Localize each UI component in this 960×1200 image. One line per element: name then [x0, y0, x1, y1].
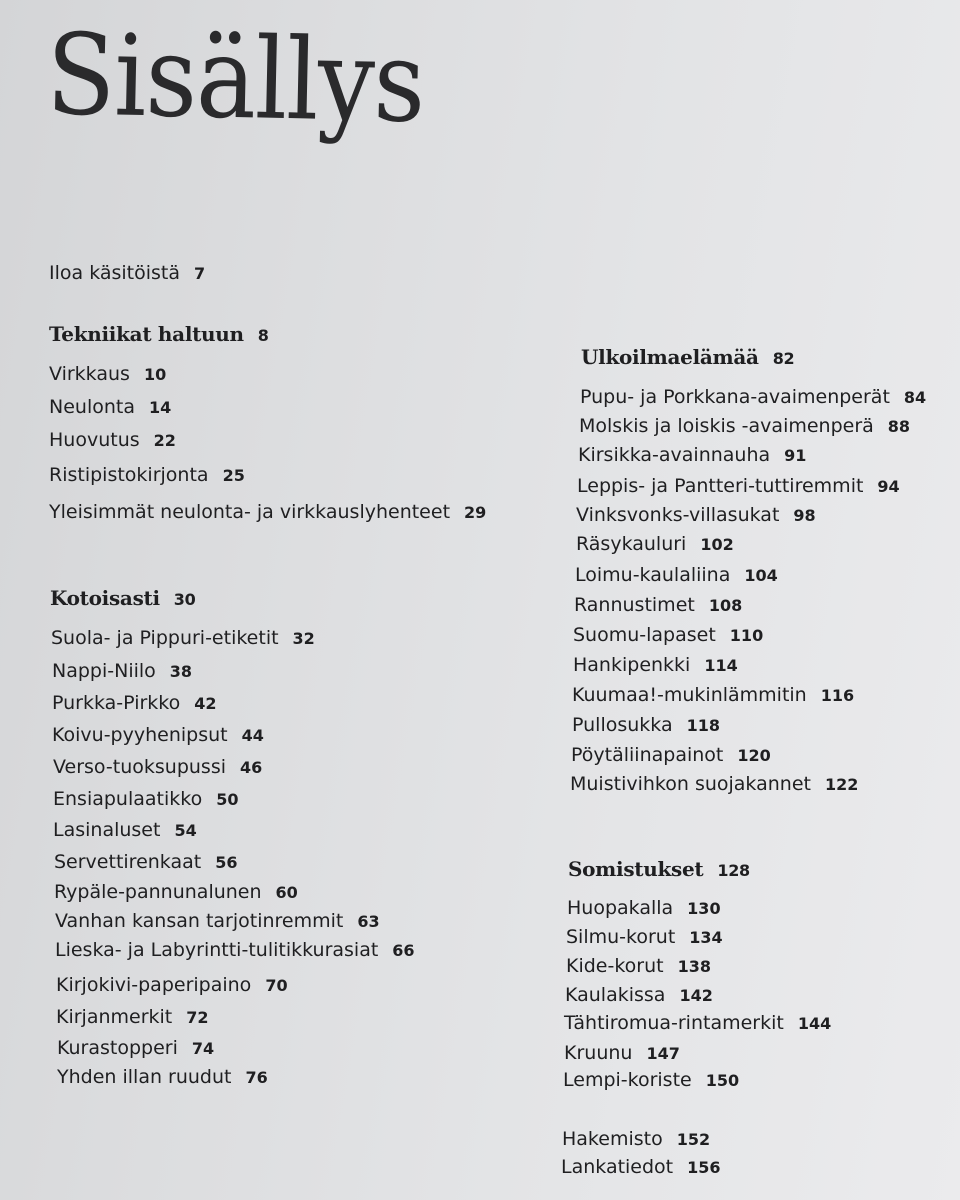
toc-entry[interactable]	[578, 443, 806, 468]
entry-page: 102	[700, 535, 734, 554]
entry-title: Yhden illan ruudut	[57, 1066, 232, 1088]
entry-title: Hankipenkki	[573, 654, 691, 676]
entry-page: 110	[729, 626, 764, 645]
entry-page: 98	[793, 506, 816, 525]
entry-page: 66	[392, 941, 415, 960]
entry-title: Pullosukka	[572, 714, 673, 736]
entry-page: 76	[245, 1068, 268, 1087]
entry-title: Lasinaluset	[53, 819, 161, 841]
entry-page: 44	[241, 726, 264, 745]
toc-entry-index[interactable]	[562, 1127, 710, 1152]
entry-page: 134	[689, 928, 723, 947]
toc-entry-intro[interactable]	[49, 261, 205, 286]
entry-title: Rypäle-pannunalunen	[54, 881, 262, 903]
section-page: 30	[173, 590, 196, 609]
entry-title: Kirsikka-avainnauha	[578, 444, 771, 466]
section-page: 82	[772, 349, 795, 368]
entry-page: 42	[194, 694, 217, 713]
entry-title: Silmu-korut	[566, 926, 676, 948]
entry-title: Huovutus	[49, 429, 140, 451]
entry-title: Rannustimet	[574, 594, 695, 616]
entry-title: Servettirenkaat	[54, 851, 202, 873]
toc-entry[interactable]	[564, 1041, 680, 1066]
toc-entry[interactable]	[567, 896, 721, 921]
entry-title: Lempi-koriste	[563, 1069, 692, 1091]
entry-title: Virkkaus	[49, 363, 130, 385]
entry-page: 116	[820, 686, 855, 705]
section-heading-somistukset[interactable]	[568, 856, 750, 884]
toc-entry[interactable]	[53, 787, 238, 812]
toc-entry[interactable]	[572, 683, 854, 708]
toc-entry-yarn-info[interactable]	[561, 1155, 721, 1180]
toc-entry[interactable]	[52, 691, 217, 716]
entry-title: Molskis ja loiskis -avaimenperä	[579, 415, 874, 437]
entry-title: Vanhan kansan tarjotinremmit	[55, 910, 344, 932]
entry-title: Verso-tuoksupussi	[53, 756, 226, 778]
entry-page: 25	[222, 466, 245, 485]
entry-page: 10	[143, 365, 167, 384]
entry-title: Pupu- ja Porkkana-avaimenperät	[580, 386, 890, 408]
entry-title: Kuumaa!-mukinlämmitin	[572, 684, 807, 706]
entry-page: 120	[737, 746, 771, 765]
toc-entry[interactable]	[576, 503, 816, 528]
entry-title: Ensiapulaatikko	[53, 788, 203, 810]
toc-entry[interactable]	[53, 755, 262, 780]
entry-page: 142	[679, 986, 713, 1005]
entry-title: Kurastopperi	[57, 1037, 178, 1059]
entry-page: 91	[784, 446, 807, 465]
entry-page: 38	[169, 662, 193, 681]
entry-title: Tähtiromua-rintamerkit	[564, 1012, 784, 1034]
toc-entry[interactable]	[573, 653, 738, 678]
entry-page: 7	[194, 264, 206, 283]
toc-entry[interactable]	[53, 818, 197, 843]
section-page: 8	[257, 326, 269, 345]
entry-page: 130	[687, 899, 721, 918]
entry-title: Ristipistokirjonta	[49, 464, 209, 486]
entry-title: Lankatiedot	[561, 1156, 674, 1178]
toc-entry[interactable]	[579, 414, 910, 439]
toc-entry[interactable]	[49, 500, 486, 525]
entry-title: Vinksvonks-villasukat	[576, 504, 780, 526]
toc-entry[interactable]	[575, 563, 778, 588]
toc-entry[interactable]	[57, 1036, 214, 1061]
entry-title: Suomu-lapaset	[573, 624, 716, 646]
entry-title: Kaulakissa	[565, 984, 666, 1006]
entry-page: 144	[797, 1014, 832, 1033]
section-title: Somistukset	[568, 857, 704, 881]
toc-entry[interactable]	[577, 474, 900, 499]
entry-page: 14	[148, 398, 172, 417]
toc-entry[interactable]	[565, 983, 713, 1008]
entry-title: Loimu-kaulaliina	[575, 564, 731, 586]
entry-page: 156	[687, 1158, 721, 1177]
toc-entry[interactable]	[580, 385, 926, 410]
entry-title: Pöytäliinapainot	[571, 744, 724, 766]
toc-entry[interactable]	[49, 463, 245, 488]
section-title: Tekniikat haltuun	[49, 322, 244, 346]
entry-page: 60	[275, 883, 298, 902]
entry-title: Lieska- ja Labyrintti-tulitikkurasiat	[55, 939, 379, 961]
toc-entry[interactable]	[49, 362, 166, 387]
entry-page: 22	[153, 431, 176, 450]
section-heading-ulkoilmaelamaa[interactable]	[581, 344, 794, 372]
entry-page: 63	[357, 912, 380, 931]
entry-page: 152	[676, 1130, 711, 1149]
entry-page: 147	[646, 1044, 680, 1063]
toc-entry[interactable]	[54, 850, 237, 875]
toc-entry[interactable]	[572, 713, 720, 738]
entry-title: Kirjokivi-paperipaino	[56, 974, 252, 996]
entry-title: Suola- ja Pippuri-etiketit	[51, 627, 279, 649]
toc-entry[interactable]	[563, 1068, 739, 1093]
entry-title: Yleisimmät neulonta- ja virkkauslyhenteet	[49, 501, 451, 523]
toc-entry[interactable]	[49, 428, 176, 453]
entry-page: 46	[240, 758, 263, 777]
toc-entry[interactable]	[573, 623, 763, 648]
toc-entry[interactable]	[566, 954, 711, 979]
entry-title: Nappi-Niilo	[52, 660, 156, 682]
entry-page: 32	[292, 629, 315, 648]
toc-entry[interactable]	[57, 1065, 268, 1090]
entry-title: Huopakalla	[567, 897, 674, 919]
entry-page: 29	[464, 503, 487, 522]
entry-title: Hakemisto	[562, 1128, 663, 1150]
entry-title: Muistivihkon suojakannet	[570, 773, 811, 795]
toc-entry[interactable]	[566, 925, 723, 950]
entry-title: Neulonta	[49, 396, 135, 418]
entry-title: Iloa käsitöistä	[49, 262, 181, 284]
entry-page: 118	[686, 716, 721, 735]
entry-page: 72	[186, 1008, 209, 1027]
entry-page: 108	[708, 596, 743, 615]
entry-page: 56	[215, 853, 238, 872]
entry-title: Räsykauluri	[576, 533, 687, 555]
toc-entry[interactable]	[52, 659, 192, 684]
entry-page: 74	[191, 1039, 215, 1058]
toc-entry[interactable]	[51, 626, 315, 651]
section-heading-kotoisasti[interactable]	[50, 585, 195, 613]
entry-page: 88	[887, 417, 911, 436]
entry-page: 122	[824, 775, 859, 794]
toc-entry[interactable]	[571, 743, 771, 768]
toc-entry[interactable]	[564, 1011, 831, 1036]
toc-entry[interactable]	[56, 1005, 209, 1030]
entry-page: 94	[877, 477, 900, 496]
entry-title: Kirjanmerkit	[56, 1006, 173, 1028]
entry-title: Kide-korut	[566, 955, 664, 977]
entry-title: Leppis- ja Pantteri-tuttiremmit	[577, 475, 864, 497]
entry-title: Koivu-pyyhenipsut	[52, 724, 228, 746]
entry-title: Kruunu	[564, 1042, 633, 1064]
entry-page: 54	[174, 821, 197, 840]
toc-entry[interactable]	[49, 395, 171, 420]
entry-page: 138	[677, 957, 712, 976]
toc-entry[interactable]	[55, 909, 380, 934]
section-title: Kotoisasti	[50, 586, 160, 610]
entry-page: 104	[744, 566, 778, 585]
entry-page: 84	[903, 388, 927, 407]
toc-entry[interactable]	[54, 880, 298, 905]
toc-entry[interactable]	[52, 723, 264, 748]
section-title: Ulkoilmaelämää	[581, 345, 759, 369]
page-title: Sisällys	[45, 9, 426, 148]
toc-entry[interactable]	[56, 973, 288, 998]
entry-page: 50	[216, 790, 239, 809]
toc-entry[interactable]	[55, 938, 415, 963]
section-heading-tekniikat[interactable]	[49, 321, 269, 349]
section-page: 128	[717, 861, 750, 880]
toc-entry[interactable]	[576, 532, 734, 557]
entry-title: Purkka-Pirkko	[52, 692, 181, 714]
entry-page: 70	[265, 976, 288, 995]
entry-page: 114	[704, 656, 738, 675]
toc-entry[interactable]	[574, 593, 742, 618]
entry-page: 150	[705, 1071, 740, 1090]
toc-entry[interactable]	[570, 772, 858, 797]
